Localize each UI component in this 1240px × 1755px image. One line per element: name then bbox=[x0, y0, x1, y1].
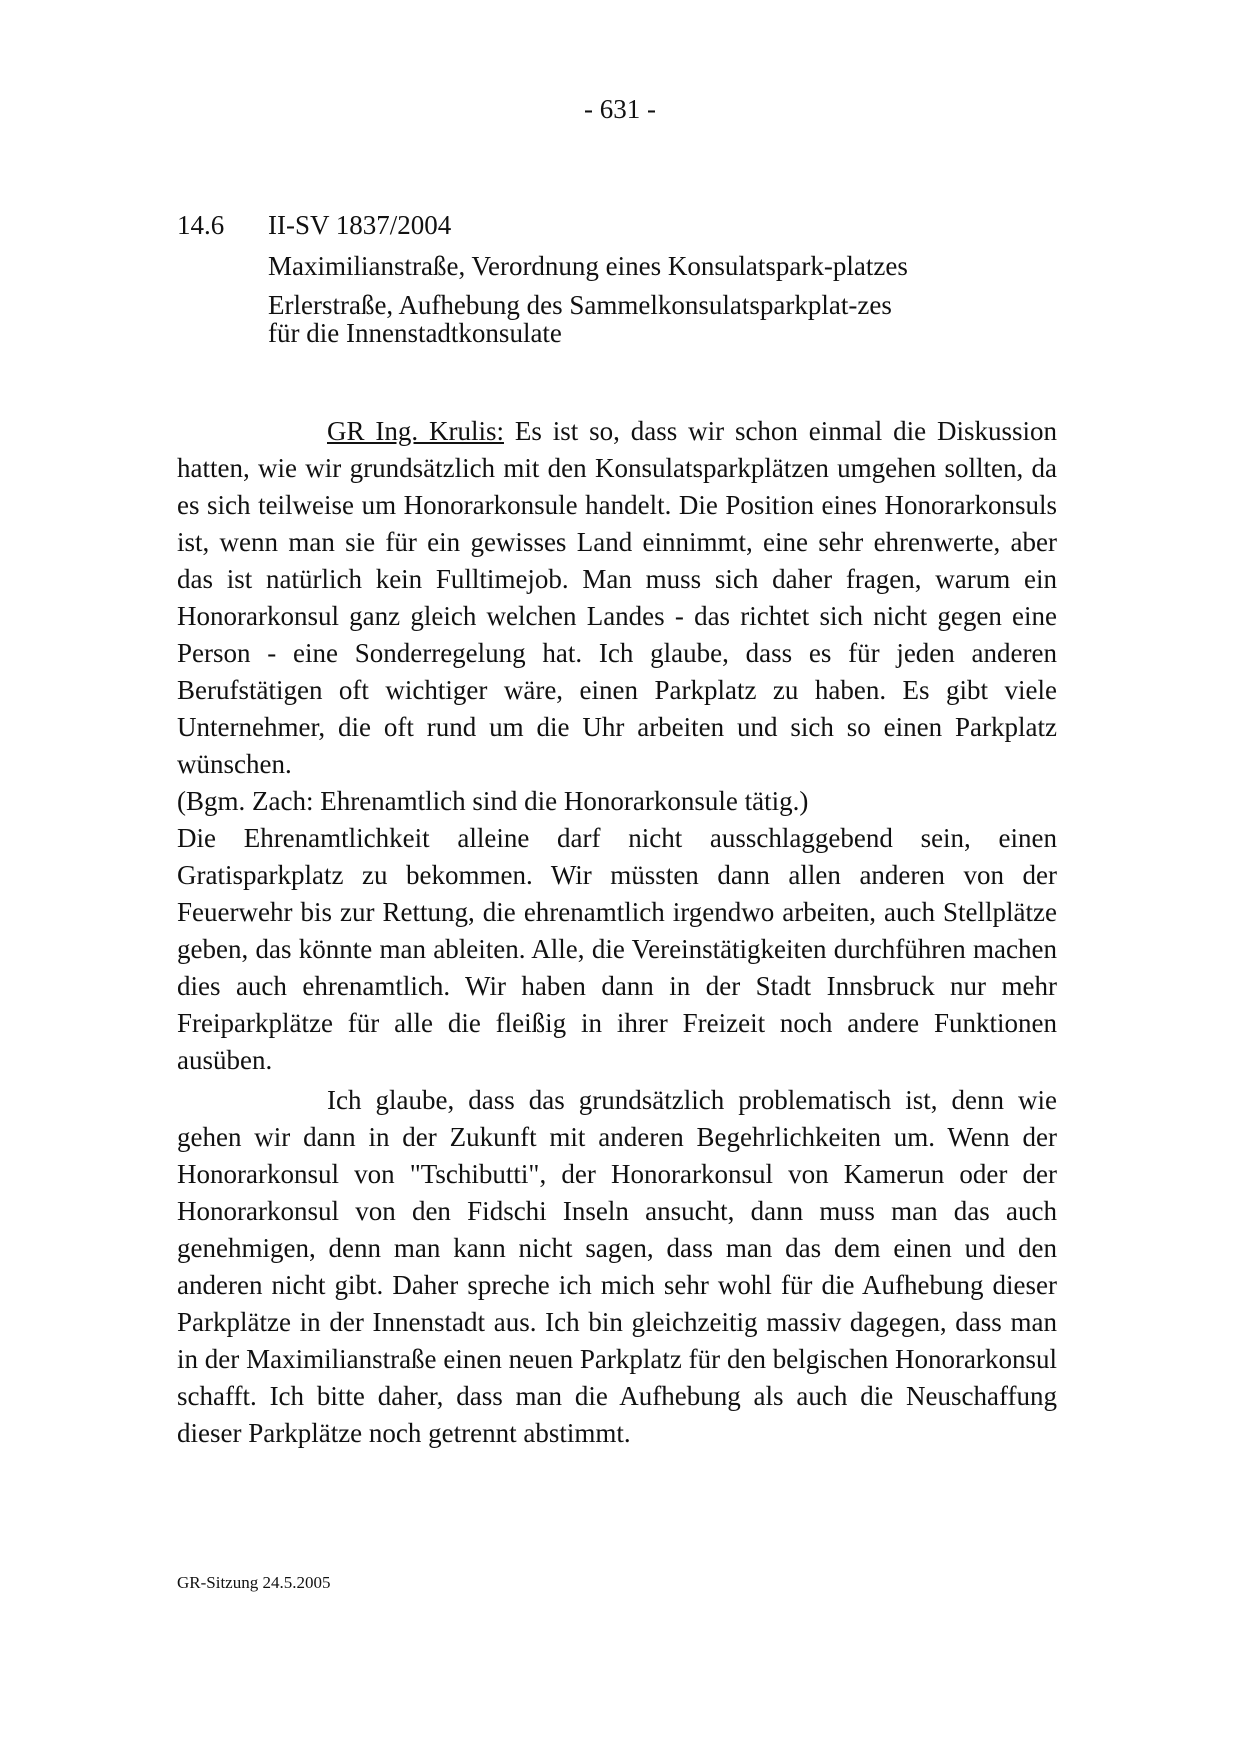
subject-erlerstrasse: Erlerstraße, Aufhebung des Sammelkonsulatsparkplat-zes für die Innenstadtkonsulate bbox=[268, 290, 892, 348]
speech-paragraph-2: Die Ehrenamtlichkeit alleine darf nicht ausschlaggebend sein, einen Gratisparkplatz zu bekommen. Wir müssten dann allen anderen von der Feuerwehr bis zur Rettung, die ehrenamtlich irgendwo arbeiten, auch Stellplätze geben, das könnte man ableiten. Alle, die Vereinstätigkeiten durchführen machen dies auch ehrenamtlich. Wir haben dann in der Stadt Innsbruck nur mehr Freiparkplätze für alle die fleißig in ihrer Freizeit noch andere Funktionen ausüben. bbox=[177, 823, 1057, 1075]
agenda-item-subjects bbox=[268, 252, 908, 358]
page-number: - 631 - bbox=[584, 94, 656, 124]
speech-paragraph-1 bbox=[177, 413, 1057, 783]
subject-maximilianstrasse: Maximilianstraße, Verordnung eines Konsulatspark-platzes bbox=[268, 251, 908, 281]
paragraph-1-text: Es ist so, dass wir schon einmal die Diskussion hatten, wie wir grundsätzlich mit den Konsulatsparkplätzen umgehen sollten, da es sich teilweise um Honorarkonsule handelt. Die Position eines Honorarkonsuls ist, wenn man sie für ein gewisses Land einnimmt, eine sehr ehrenwerte, aber das ist natürlich kein Fulltimejob. Man muss sich daher fragen, warum ein Honorarkonsul ganz gleich welchen Landes - das richtet sich nicht gegen eine Person - eine Sonderregelung hat. Ich glaube, dass es für jeden anderen Berufstätigen oft wichtiger wäre, einen Parkplatz zu haben. Es gibt viele Unternehmer, die oft rund um die Uhr arbeiten und sich so einen Parkplatz wünschen. bbox=[177, 416, 1058, 779]
agenda-item-number: 14.6 bbox=[177, 210, 225, 240]
speaker-name: GR Ing. Krulis: bbox=[327, 416, 504, 446]
speech-body bbox=[177, 413, 1057, 1452]
agenda-item-code: II-SV 1837/2004 bbox=[268, 210, 452, 240]
interjection: (Bgm. Zach: Ehrenamtlich sind die Honorarkonsule tätig.) bbox=[177, 786, 809, 816]
speech-paragraph-3: Ich glaube, dass das grundsätzlich problematisch ist, denn wie gehen wir dann in der Zukunft mit anderen Begehrlichkeiten um. Wenn der Honorarkonsul von "Tschibutti", der Honorarkonsul von Kamerun oder der Honorarkonsul von den Fidschi Inseln ansucht, dann muss man das auch genehmigen, denn man kann nicht sagen, dass man das dem einen und den anderen nicht gibt. Daher spreche ich mich sehr wohl für die Aufhebung dieser Parkplätze in der Innenstadt aus. Ich bin gleichzeitig massiv dagegen, dass man in der Maximilianstraße einen neuen Parkplatz für den belgischen Honorarkonsul schafft. Ich bitte daher, dass man die Aufhebung als auch die Neuschaffung dieser Parkplätze noch getrennt abstimmt. bbox=[177, 1085, 1057, 1448]
footer-session-date: GR-Sitzung 24.5.2005 bbox=[177, 1573, 331, 1592]
